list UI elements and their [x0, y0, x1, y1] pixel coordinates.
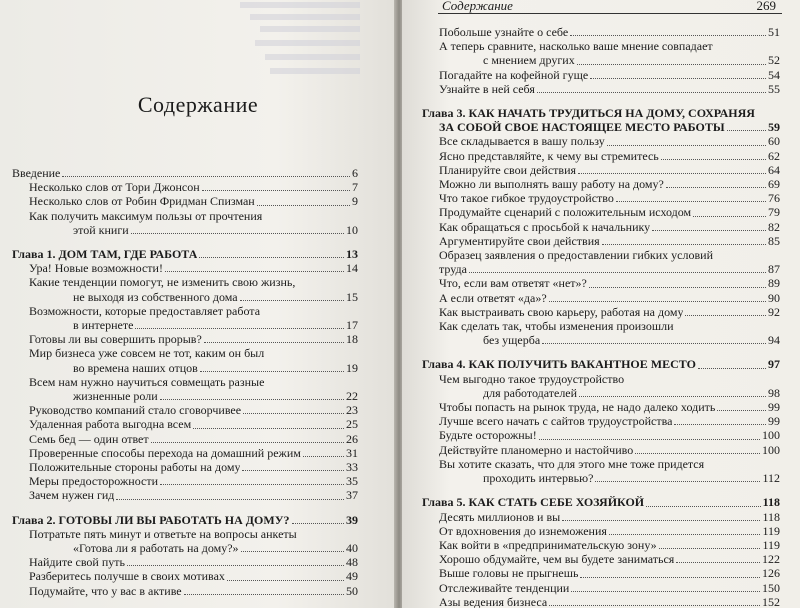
entry-page: 49 — [346, 569, 358, 584]
leader-dots — [131, 233, 344, 234]
entry-text: Побольше узнайте о себе — [439, 25, 569, 39]
section-gap — [12, 503, 358, 513]
toc-entry — [422, 191, 780, 205]
toc-chapter — [422, 495, 780, 509]
entry-page: 119 — [762, 537, 780, 552]
entry-page: 99 — [768, 414, 780, 429]
entry-text: Аргументируйте свои действия — [439, 233, 600, 248]
entry-text: Разберитесь получше в своих мотивах — [29, 569, 225, 584]
entry-text: Удаленная работа выгодна всем — [29, 417, 192, 432]
toc-entry — [422, 372, 780, 386]
entry-page: 69 — [768, 177, 780, 192]
toc-entry — [12, 209, 358, 223]
leader-dots — [303, 456, 344, 457]
leader-dots — [204, 342, 344, 343]
section-gap — [12, 237, 358, 247]
entry-text: проходить интервью? — [483, 471, 594, 486]
entry-text: Найдите свой путь — [29, 555, 125, 570]
leader-dots — [562, 520, 760, 521]
entry-text: Отслеживайте тенденции — [439, 580, 570, 595]
leader-dots — [607, 145, 766, 146]
entry-text: Введение — [12, 166, 61, 180]
leader-dots — [116, 499, 344, 500]
leader-dots — [549, 301, 766, 302]
entry-text: Десять миллионов и вы — [439, 509, 561, 524]
toc-entry — [12, 332, 358, 346]
entry-page: 90 — [768, 290, 780, 305]
entry-page: 48 — [346, 555, 358, 570]
entry-text: во времена наших отцов — [73, 360, 198, 375]
right-page — [402, 0, 800, 608]
section-gap — [422, 485, 780, 495]
entry-text: А теперь сравните, насколько ваше мнение совпадает — [439, 39, 713, 54]
toc-chapter — [12, 513, 358, 527]
entry-page: 39 — [346, 512, 358, 527]
toc-entry — [422, 177, 780, 191]
entry-page: 62 — [768, 148, 780, 163]
entry-page: 25 — [346, 417, 358, 432]
leader-dots — [243, 413, 344, 414]
entry-text: Несколько слов от Тори Джонсон — [29, 180, 200, 195]
leader-dots — [609, 534, 761, 535]
leader-dots — [602, 244, 766, 245]
toc-entry — [422, 163, 780, 177]
toc-entry — [422, 68, 780, 82]
leader-dots — [717, 410, 766, 411]
entry-text: Как войти в «предпринимательскую зону» — [439, 537, 657, 552]
leader-dots — [579, 396, 766, 397]
toc-entry — [12, 488, 358, 502]
entry-text: Глава 1. ДОМ ТАМ, ГДЕ РАБОТА — [12, 247, 198, 262]
entry-page: 31 — [346, 445, 358, 460]
toc-entry — [422, 291, 780, 305]
leader-dots — [199, 257, 344, 258]
leader-dots — [652, 230, 766, 231]
toc-entry — [12, 446, 358, 460]
entry-text: Семь бед — один ответ — [29, 431, 149, 446]
leader-dots — [674, 424, 766, 425]
entry-text: «Готова ли я работать на дому?» — [73, 541, 239, 556]
entry-page: 13 — [346, 247, 358, 262]
entry-text: Готовы ли вы совершить прорыв? — [29, 332, 202, 347]
toc-entry — [422, 220, 780, 234]
entry-page: 76 — [768, 191, 780, 206]
leader-dots — [661, 159, 766, 160]
leader-dots — [257, 205, 350, 206]
entry-text: Образец заявления о предоставлении гибких условий — [439, 248, 714, 263]
toc-entry — [12, 180, 358, 194]
leader-dots — [193, 428, 344, 429]
entry-page: 122 — [762, 552, 780, 567]
leader-dots — [184, 594, 344, 595]
toc-entry — [12, 403, 358, 417]
entry-page: 126 — [762, 566, 780, 581]
toc-entry — [422, 305, 780, 319]
entry-text: Потратьте пять минут и ответьте на вопросы анкеты — [29, 526, 297, 541]
entry-text: Какие тенденции помогут, не изменить свою жизнь, — [29, 275, 296, 290]
entry-page: 85 — [768, 233, 780, 248]
entry-page: 60 — [768, 134, 780, 149]
toc-entry — [422, 39, 780, 53]
entry-text: Хорошо обдумайте, чем вы будете заниматься — [439, 552, 675, 567]
entry-page: 92 — [768, 304, 780, 319]
entry-page: 97 — [768, 357, 780, 372]
entry-page: 37 — [346, 488, 358, 503]
entry-page: 6 — [352, 166, 358, 180]
entry-text: Ура! Новые возможности! — [29, 261, 163, 276]
leader-dots — [542, 343, 766, 344]
entry-text: Подумайте, что у вас в активе — [29, 583, 182, 598]
entry-text: Глава 5. КАК СТАТЬ СЕБЕ ХОЗЯЙКОЙ — [422, 495, 645, 510]
running-header — [402, 0, 800, 12]
entry-page: 18 — [346, 332, 358, 347]
toc-chapter — [422, 357, 780, 371]
toc-entry — [422, 386, 780, 400]
toc-entry — [12, 261, 358, 275]
toc-entry — [12, 318, 358, 332]
entry-text: Можно ли выполнять вашу работу на дому? — [439, 177, 664, 192]
leader-dots — [227, 580, 344, 581]
toc-entry — [422, 538, 780, 552]
entry-text: Погадайте на кофейной гуще — [439, 67, 589, 82]
entry-text: От вдохновения до изнеможения — [439, 523, 607, 538]
entry-text: Все складывается в вашу пользу — [439, 134, 605, 149]
entry-text: Мир бизнеса уже совсем не тот, каким он был — [29, 346, 265, 361]
toc-entry — [12, 223, 358, 237]
entry-text: Глава 2. ГОТОВЫ ЛИ ВЫ РАБОТАТЬ НА ДОМУ? — [12, 512, 290, 527]
leader-dots — [580, 577, 760, 578]
entry-page: 26 — [346, 431, 358, 446]
entry-page: 99 — [768, 400, 780, 415]
entry-page: 14 — [346, 261, 358, 276]
leader-dots — [666, 187, 766, 188]
entry-text: этой книги — [73, 222, 129, 237]
toc-entry — [12, 194, 358, 208]
entry-page: 118 — [762, 495, 780, 510]
leader-dots — [62, 176, 350, 177]
entry-text: Планируйте свои действия — [439, 162, 577, 177]
header-rule — [438, 13, 782, 14]
toc-entry — [422, 205, 780, 219]
entry-text: Проверенные способы перехода на домашний режим — [29, 445, 301, 460]
entry-text: Продумайте сценарий с положительным исходом — [439, 205, 692, 220]
entry-text: Чтобы попасть на рынок труда, не надо далеко ходить — [439, 400, 716, 415]
leader-dots — [241, 551, 344, 552]
toc-entry — [422, 428, 780, 442]
entry-text: Как сделать так, чтобы изменения произошли — [439, 319, 674, 334]
section-gap — [422, 96, 780, 106]
toc-entry — [422, 319, 780, 333]
leader-dots — [151, 442, 344, 443]
leader-dots — [635, 453, 760, 454]
toc-entry — [422, 276, 780, 290]
toc-entry — [12, 166, 358, 180]
entry-text: Глава 4. КАК ПОЛУЧИТЬ ВАКАНТНОЕ МЕСТО — [422, 357, 696, 372]
leader-dots — [698, 368, 766, 369]
leader-dots — [685, 315, 766, 316]
entry-page: 23 — [346, 403, 358, 418]
page-number: 269 — [756, 0, 776, 13]
entry-page: 98 — [768, 385, 780, 400]
entry-text: Меры предосторожности — [29, 474, 159, 489]
entry-page: 150 — [762, 580, 780, 595]
leader-dots — [727, 130, 766, 131]
toc-entry — [422, 400, 780, 414]
entry-page: 89 — [768, 276, 780, 291]
leader-dots — [578, 173, 766, 174]
toc-chapter — [422, 106, 780, 120]
left-page — [0, 0, 396, 608]
toc-entry — [422, 262, 780, 276]
leader-dots — [160, 399, 344, 400]
entry-page: 112 — [762, 471, 780, 486]
entry-text: Как получить максимум пользы от прочтения — [29, 208, 263, 223]
toc-entry — [422, 53, 780, 67]
toc-entry — [422, 134, 780, 148]
entry-text: Руководство компаний стало сговорчивее — [29, 403, 242, 418]
entry-page: 59 — [768, 120, 780, 135]
leader-dots — [693, 216, 766, 217]
toc-entry — [422, 248, 780, 262]
entry-page: 50 — [346, 583, 358, 598]
toc-entry — [422, 524, 780, 538]
entry-text: Действуйте планомерно и настойчиво — [439, 442, 634, 457]
toc-right-list — [422, 25, 780, 608]
leader-dots — [537, 92, 766, 93]
toc-entry — [422, 82, 780, 96]
entry-page: 152 — [762, 594, 780, 608]
entry-text: Лучше всего начать с сайтов трудоустройства — [439, 414, 673, 429]
leader-dots — [549, 605, 760, 606]
toc-entry — [12, 290, 358, 304]
toc-entry — [12, 432, 358, 446]
toc-entry — [422, 581, 780, 595]
toc-entry — [422, 566, 780, 580]
toc-entry — [12, 275, 358, 289]
entry-page: 79 — [768, 205, 780, 220]
entry-text: Азы ведения бизнеса — [439, 594, 548, 608]
toc-entry — [422, 443, 780, 457]
entry-text: Узнайте в ней себя — [439, 81, 535, 96]
toc-entry — [12, 389, 358, 403]
toc-entry — [422, 510, 780, 524]
entry-text: Глава 3. КАК НАЧАТЬ ТРУДИТЬСЯ НА ДОМУ, СОХРАНЯЯ — [422, 106, 755, 121]
entry-page: 55 — [768, 81, 780, 96]
entry-page: 35 — [346, 474, 358, 489]
leader-dots — [165, 271, 344, 272]
leader-dots — [616, 201, 766, 202]
entry-text: Что, если вам ответят «нет»? — [439, 276, 587, 291]
entry-page: 52 — [768, 53, 780, 68]
entry-text: для работодателей — [483, 385, 578, 400]
entry-text: не выходя из собственного дома — [73, 289, 238, 304]
entry-page: 15 — [346, 289, 358, 304]
leader-dots — [135, 328, 344, 329]
leader-dots — [469, 272, 766, 273]
leader-dots — [570, 35, 766, 36]
entry-text: А если ответят «да»? — [439, 290, 547, 305]
entry-text: Выше головы не прыгнешь — [439, 566, 579, 581]
entry-text: без ущерба — [483, 333, 541, 348]
entry-text: Всем нам нужно научиться совмещать разные — [29, 374, 265, 389]
toc-left-list — [12, 166, 358, 598]
entry-page: 94 — [768, 333, 780, 348]
entry-text: жизненные роли — [73, 389, 158, 404]
entry-text: труда — [439, 262, 467, 277]
entry-text: Вы хотите сказать, что для этого мне тоже придется — [439, 456, 705, 471]
entry-text: Зачем нужен гид — [29, 488, 115, 503]
entry-text: в интернете — [73, 318, 134, 333]
entry-page: 19 — [346, 360, 358, 375]
entry-page: 22 — [346, 389, 358, 404]
entry-page: 54 — [768, 67, 780, 82]
toc-entry — [422, 25, 780, 39]
leader-dots — [659, 548, 761, 549]
entry-text: Что такое гибкое трудоустройство — [439, 191, 614, 206]
toc-entry — [422, 457, 780, 471]
leader-dots — [590, 78, 766, 79]
leader-dots — [240, 300, 344, 301]
entry-page: 33 — [346, 460, 358, 475]
entry-text: Чем выгодно такое трудоустройство — [439, 371, 625, 386]
entry-text: ЗА СОБОЙ СВОЕ НАСТОЯЩЕЕ МЕСТО РАБОТЫ — [439, 120, 725, 135]
toc-entry — [12, 474, 358, 488]
entry-text: Положительные стороны работы на дому — [29, 460, 241, 475]
entry-page: 51 — [768, 25, 780, 39]
entry-text: Как выстраивать свою карьеру, работая на дому — [439, 304, 684, 319]
toc-entry — [12, 417, 358, 431]
toc-entry — [422, 414, 780, 428]
leader-dots — [160, 484, 344, 485]
section-gap — [422, 347, 780, 357]
entry-page: 40 — [346, 541, 358, 556]
leader-dots — [200, 371, 344, 372]
entry-text: Как обращаться с просьбой к начальнику — [439, 219, 651, 234]
leader-dots — [577, 64, 766, 65]
leader-dots — [595, 481, 760, 482]
toc-entry — [422, 333, 780, 347]
leader-dots — [292, 523, 344, 524]
entry-page: 17 — [346, 318, 358, 333]
toc-entry — [12, 304, 358, 318]
toc-entry — [12, 555, 358, 569]
toc-entry — [422, 595, 780, 608]
toc-entry — [12, 569, 358, 583]
leader-dots — [571, 591, 760, 592]
bleed-through-text — [0, 0, 396, 96]
toc-entry — [12, 375, 358, 389]
leader-dots — [646, 506, 761, 507]
toc-entry — [12, 346, 358, 360]
entry-page: 119 — [762, 523, 780, 538]
entry-page: 64 — [768, 162, 780, 177]
leader-dots — [202, 190, 350, 191]
toc-entry — [12, 361, 358, 375]
leader-dots — [539, 439, 760, 440]
toc-entry — [422, 149, 780, 163]
leader-dots — [676, 562, 760, 563]
entry-page: 100 — [762, 428, 780, 443]
entry-text: Несколько слов от Робин Фридман Спизман — [29, 194, 255, 209]
entry-page: 7 — [352, 180, 358, 195]
leader-dots — [242, 470, 344, 471]
toc-entry — [12, 584, 358, 598]
leader-dots — [127, 565, 344, 566]
entry-page: 118 — [762, 509, 780, 524]
entry-text: Ясно представляйте, к чему вы стремитесь — [439, 148, 659, 163]
running-head: Содержание — [442, 0, 513, 13]
toc-chapter — [422, 120, 780, 134]
entry-page: 9 — [352, 194, 358, 209]
toc-title: Содержание — [137, 92, 259, 117]
entry-text: Будьте осторожны! — [439, 428, 537, 443]
toc-entry — [12, 527, 358, 541]
leader-dots — [589, 287, 766, 288]
toc-entry — [422, 471, 780, 485]
toc-entry — [12, 541, 358, 555]
entry-page: 87 — [768, 262, 780, 277]
entry-text: Возможности, которые предоставляет работа — [29, 303, 261, 318]
toc-entry — [422, 234, 780, 248]
toc-entry — [12, 460, 358, 474]
toc-entry — [422, 552, 780, 566]
entry-page: 100 — [762, 442, 780, 457]
entry-text: с мнением других — [483, 53, 575, 68]
toc-chapter — [12, 247, 358, 261]
entry-page: 10 — [346, 222, 358, 237]
entry-page: 82 — [768, 219, 780, 234]
